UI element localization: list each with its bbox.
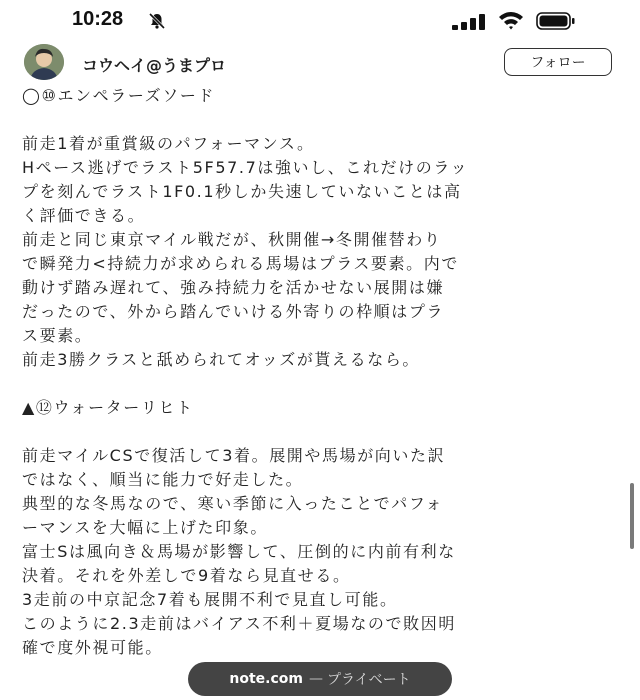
avatar-image <box>24 44 64 80</box>
article-line: ス要素。 <box>22 326 93 345</box>
blank-line <box>22 372 622 396</box>
article-line: ーマンスを大幅に上げた印象。 <box>22 518 268 537</box>
avatar[interactable] <box>24 44 64 80</box>
article-line: 動けず踏み遅れて、強み持続力を活かせない展開は嫌 <box>22 278 445 297</box>
note-visibility: プライベート <box>327 672 411 688</box>
wifi-icon <box>498 10 524 30</box>
article-line: 前走1着が重賞級のパフォーマンス。 <box>22 134 315 153</box>
cellular-signal-icon <box>452 14 486 30</box>
article-line: 富士Sは風向き＆馬場が影響して、圧倒的に内前有利な <box>22 542 456 561</box>
article-line: く評価できる。 <box>22 206 146 225</box>
scrollbar-thumb[interactable] <box>630 483 634 549</box>
note-brand: note.com <box>229 671 303 687</box>
article-line: 前走3勝クラスと舐められてオッズが貰えるなら。 <box>22 350 421 369</box>
author-name[interactable]: コウヘイ@うまプロ <box>82 56 227 75</box>
article-line: 確で度外視可能。 <box>22 638 163 657</box>
follow-button[interactable]: フォロー <box>504 48 612 76</box>
bell-off-icon <box>148 12 166 30</box>
article-line: 前走マイルCSで復活して3着。展開や馬場が向いた訳 <box>22 446 446 465</box>
note-separator: — <box>309 671 323 687</box>
article-line: 3走前の中京記念7着も展開不利で見直し可能。 <box>22 590 398 609</box>
article-line: ◯⑩エンペラーズソード <box>22 86 216 105</box>
article-line: このように2.3走前はバイアス不利＋夏場なので敗因明 <box>22 614 456 633</box>
note-private-badge <box>188 662 452 696</box>
blank-line <box>22 108 622 132</box>
article-line: Hペース逃げでラスト5F57.7は強いし、これだけのラッ <box>22 158 469 177</box>
status-bar <box>0 0 640 44</box>
article-line: 決着。それを外差しで9着なら見直せる。 <box>22 566 351 585</box>
article-header <box>0 44 640 84</box>
article-body <box>22 84 622 660</box>
article-line: ではなく、順当に能力で好走した。 <box>22 470 304 489</box>
status-time: 10:28 <box>72 8 124 30</box>
article-line: プを刻んでラスト1F0.1秒しか失速していないことは高 <box>22 182 462 201</box>
blank-line <box>22 420 622 444</box>
battery-icon <box>536 12 576 30</box>
article-line: ▲⑫ウォーターリヒト <box>22 398 194 417</box>
article-line: 前走と同じ東京マイル戦だが、秋開催→冬開催替わり <box>22 230 442 249</box>
article-line: だったので、外から踏んでいける外寄りの枠順はプラ <box>22 302 445 321</box>
article-line: 典型的な冬馬なので、寒い季節に入ったことでパフォ <box>22 494 444 513</box>
article-line: で瞬発力<持続力が求められる馬場はプラス要素。内で <box>22 254 459 273</box>
